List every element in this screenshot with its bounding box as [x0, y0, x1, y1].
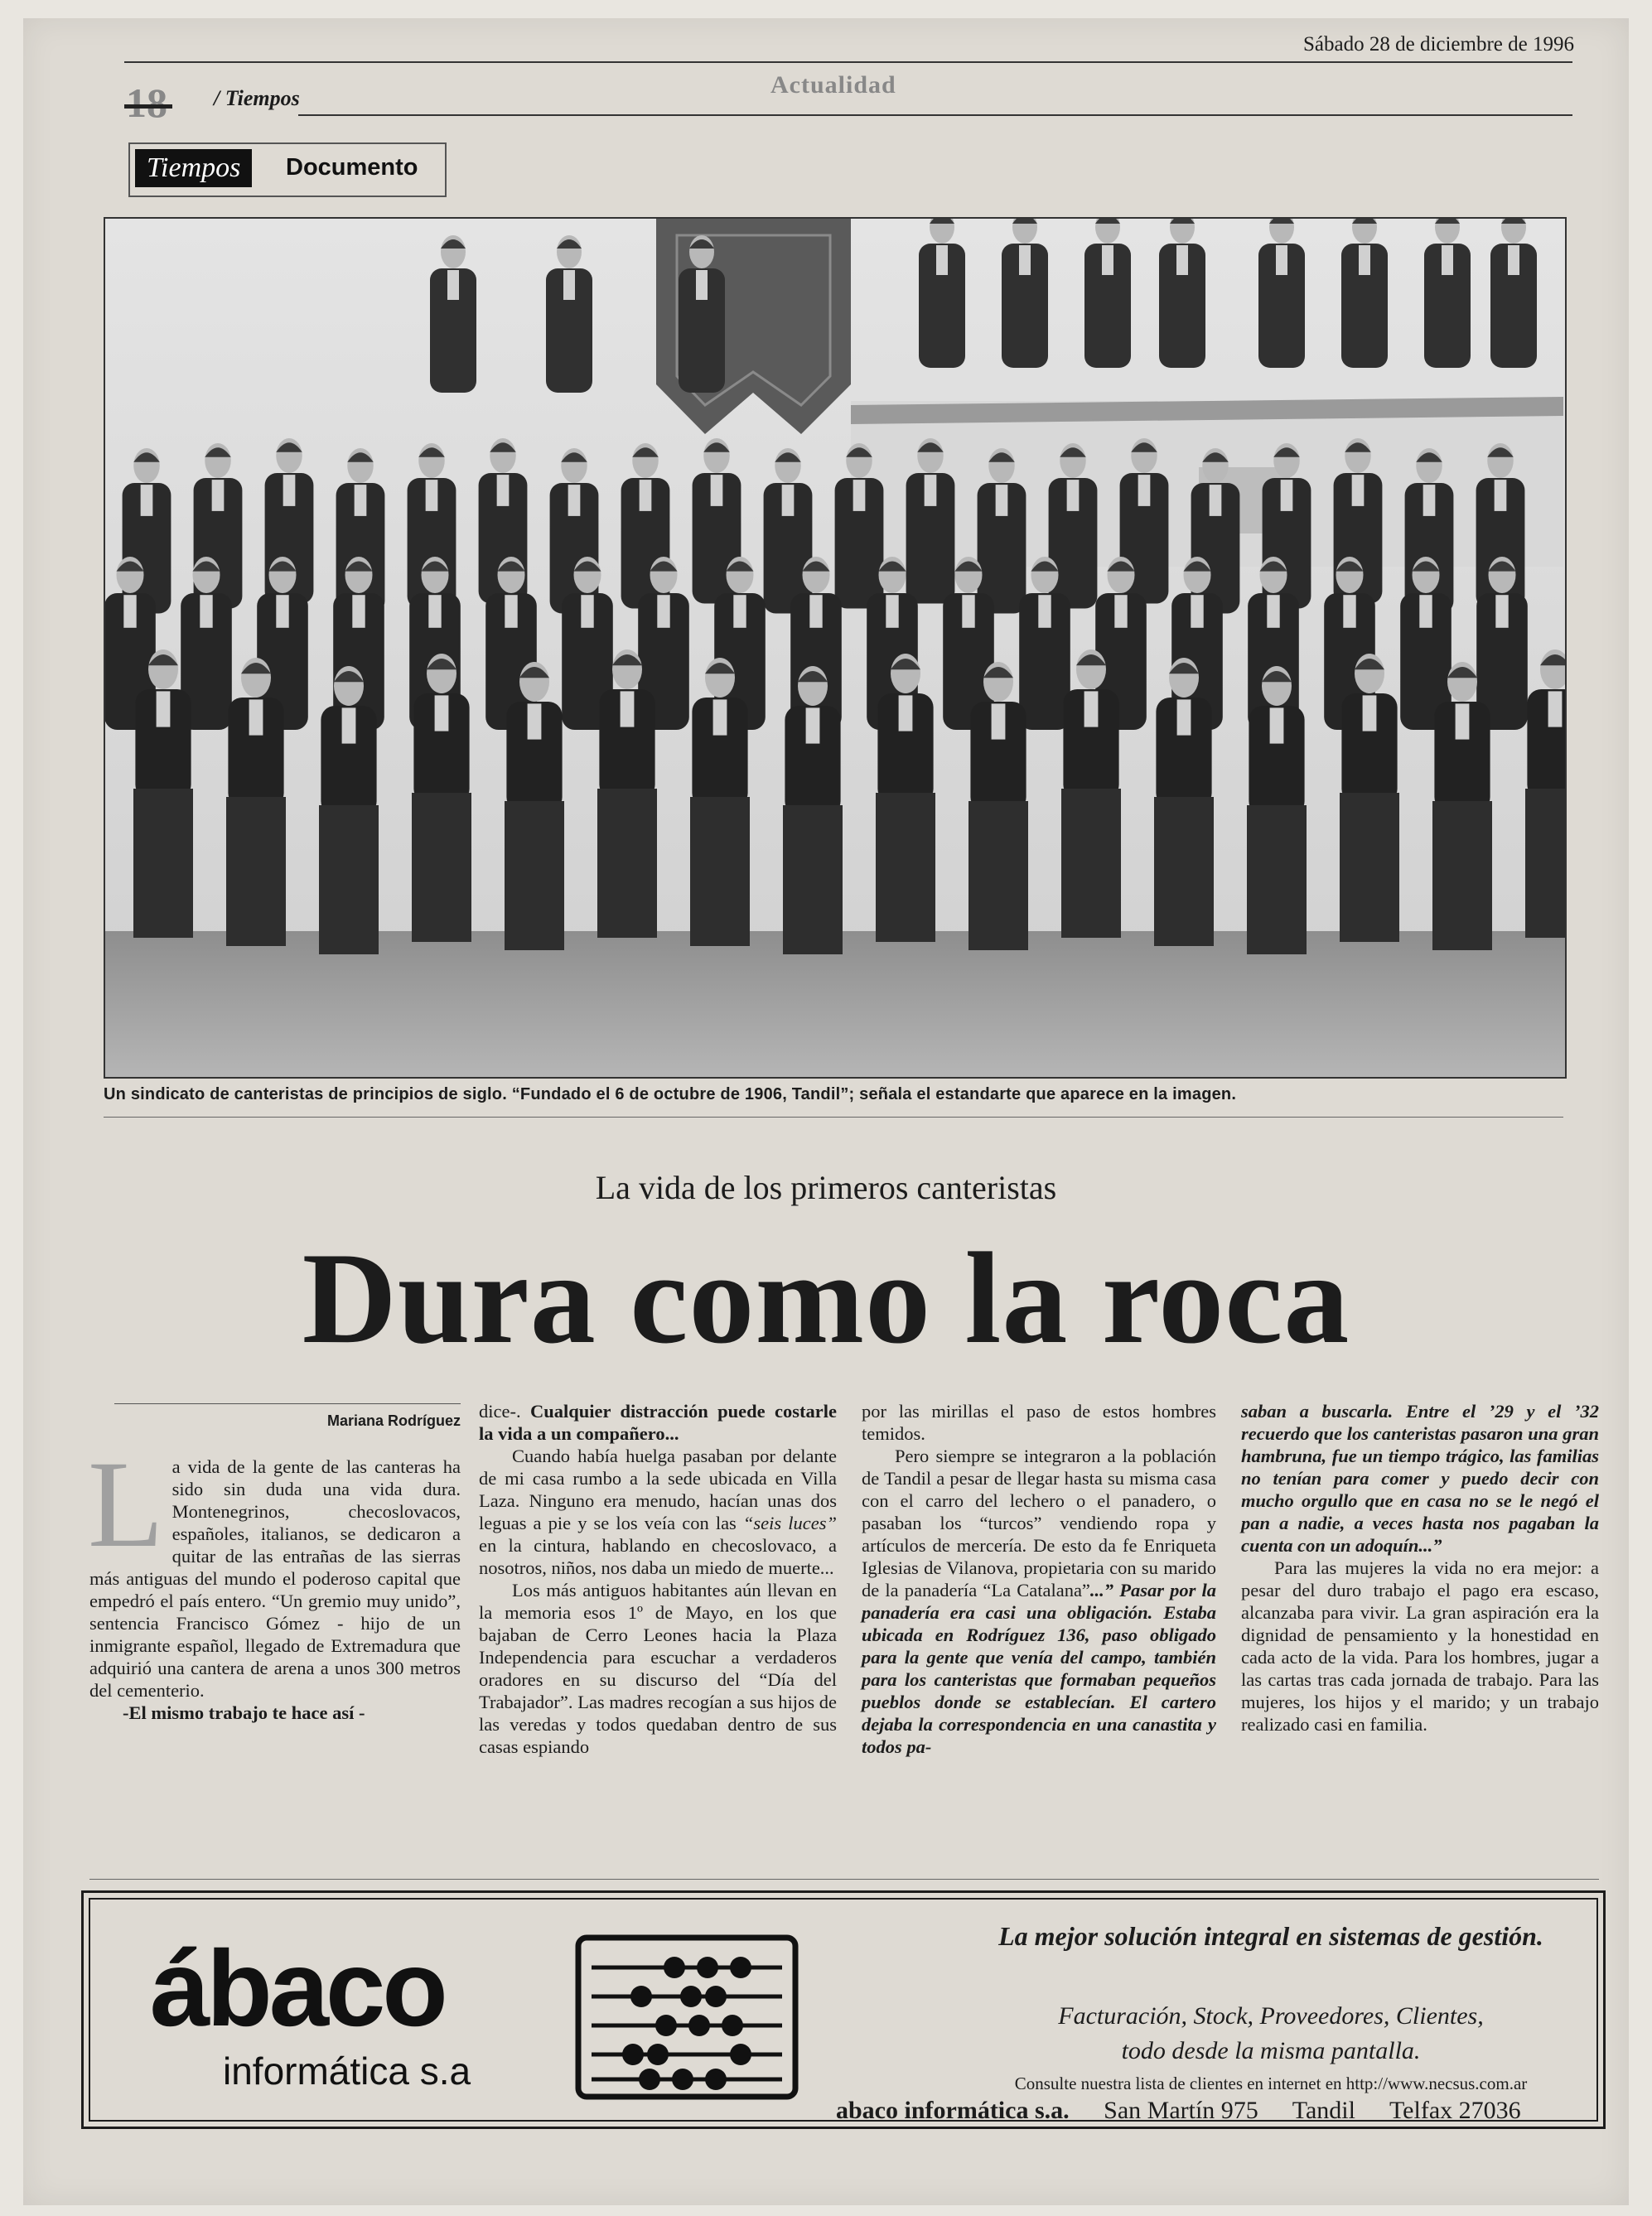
photo-image: [105, 219, 1565, 1077]
ad-brand-logo: ábaco: [150, 1928, 445, 2049]
col2-text-2b: “seis luces”: [742, 1513, 837, 1533]
article-column-3: [862, 1400, 1216, 1758]
tag-tiempos: Tiempos: [135, 149, 252, 187]
ad-slogan: La mejor solución integral en sistemas de gestión.: [998, 1921, 1543, 1951]
col4-paragraph-1: saban a buscarla. Entre el ’29 y el ’32 recuerdo que los canteristas pasaron una gran hambruna, fue un tiempo trágico, las familias no tenían para comer y puedo decir con mucho orgullo que en casa no se le negó el pan a nadie, a veces hasta nos pagaban la cuenta con un adoquín...”: [1241, 1401, 1599, 1556]
article-column-1: [89, 1400, 461, 1724]
col3-text-2b: ...” Pasar por la panadería era casi una obligación. Estaba ubicada en Rodríguez 136, paso obligado para la gente que venía del campo, también para los canteristas que formaban pequeños pueblos donde se establecían. El cartero dejaba la correspondencia en una canastita y todos pa-: [862, 1580, 1217, 1757]
top-rule: [124, 61, 1572, 63]
drop-cap: L: [88, 1436, 164, 1573]
col2-text-1b: Cualquier distracción puede costarle la vida a un compañero...: [479, 1401, 838, 1444]
section-name: / Tiempos: [214, 86, 300, 110]
ad-company: abaco informática s.a.: [836, 2097, 1070, 2124]
article-kicker: La vida de los primeros canteristas: [595, 1169, 1057, 1206]
article-column-2: [479, 1400, 837, 1758]
col3-text-2a: Pero siempre se integraron a la población de Tandil a pesar de llegar hasta su misma casa con el carro del lechero o el panadero, o pasaban los “turcos” vendiendo ropa y artículos de mercería. De esto da fe Enriqueta Iglesias de Vilanova, propietaria con su marido de la panadería “La Catalana”: [862, 1446, 1216, 1600]
col2-text-2c: en la cintura, hablando en checoslovaco, a nosotros, niños, nos daba un miedo de muerte...: [479, 1535, 837, 1578]
byline: Mariana Rodríguez: [326, 1412, 461, 1429]
col2-text-1a: dice-.: [479, 1401, 530, 1422]
ad-features: [919, 1999, 1623, 2069]
ad-brand-subtitle: informática s.a: [223, 2049, 471, 2093]
abacus-icon: [575, 1934, 799, 2100]
col2-text-2a: Cuando había huelga pasaban por delante de mi casa rumbo a la sede ubicada en Villa Laza. Ninguno era menudo, hacían unas dos leguas a pie y se los veía con las: [479, 1446, 837, 1533]
ad-features-line-1: Facturación, Stock, Proveedores, Clientes,: [1058, 2002, 1484, 2030]
header-rule: [298, 114, 1572, 116]
ad-address: San Martín 975: [1104, 2097, 1258, 2124]
ad-city: Tandil: [1292, 2097, 1355, 2124]
abaco-advertisement: [81, 1890, 1606, 2129]
page-number: 18: [126, 80, 167, 126]
ad-web-notice: Consulte nuestra lista de clientes en internet en http://www.necsus.com.ar: [1014, 2074, 1528, 2093]
historic-group-photo: [104, 217, 1567, 1079]
issue-date: Sábado 28 de diciembre de 1996: [1303, 33, 1574, 56]
col3-paragraph-1: por las mirillas el paso de estos hombres temidos.: [862, 1401, 1216, 1444]
article-headline: Dura como la roca: [302, 1226, 1350, 1371]
col1-paragraph-2: -El mismo trabajo te hace así -: [123, 1702, 365, 1723]
caption-rule: [104, 1117, 1563, 1118]
ad-separator-rule: [89, 1879, 1599, 1880]
ad-contact: [836, 2097, 1623, 2125]
col1-paragraph-1: a vida de la gente de las canteras ha sido sin duda una vida dura. Montenegrinos, checoslovacos, españoles, italianos, se dedicaron a quitar de las entrañas de las sierras más antiguas del mundo el poderoso capital que empedró el país entero. “Un gremio muy unido”, sentencia Francisco Gómez - hijo de un inmigrante español, llegado de Extremadura que adquirió una cantera de arena a unos 300 metros del cementerio.: [89, 1456, 461, 1701]
photo-caption: Un sindicato de canteristas de principios de siglo. “Fundado el 6 de octubre de 1906, Tandil”; señala el estandarte que aparece en la imagen.: [104, 1085, 1237, 1103]
section-title: Actualidad: [770, 71, 896, 99]
tag-documento: Documento: [286, 154, 418, 181]
article-column-4: [1241, 1400, 1599, 1736]
ad-features-line-2: todo desde la misma pantalla.: [1121, 2037, 1421, 2064]
col4-paragraph-2: Para las mujeres la vida no era mejor: a pesar del duro trabajo el pago era escaso, alcanzaba para vivir. La gran aspiración era la dignidad de pensamiento y la honestidad en cada acto de la vida. Para los hombres, jugar a las cartas tras cada jornada de trabajo. Para las mujeres, los hijos y el marido; y un trabajo realizado casi en familia.: [1241, 1557, 1599, 1735]
ad-phone: Telfax 27036: [1389, 2097, 1521, 2124]
section-tag: [128, 142, 447, 197]
ad-inner-frame: [89, 1898, 1598, 2122]
col2-paragraph-3: Los más antiguos habitantes aún llevan en la memoria esos 1º de Mayo, en los que bajaban de Cerro Leones hacia la Plaza Independencia para escuchar a verdaderos oradores en su discurso del “Día del Trabajador”. Las madres recogían a sus hijos de las veredas y todos quedaban dentro de sus casas espiando: [479, 1580, 837, 1757]
